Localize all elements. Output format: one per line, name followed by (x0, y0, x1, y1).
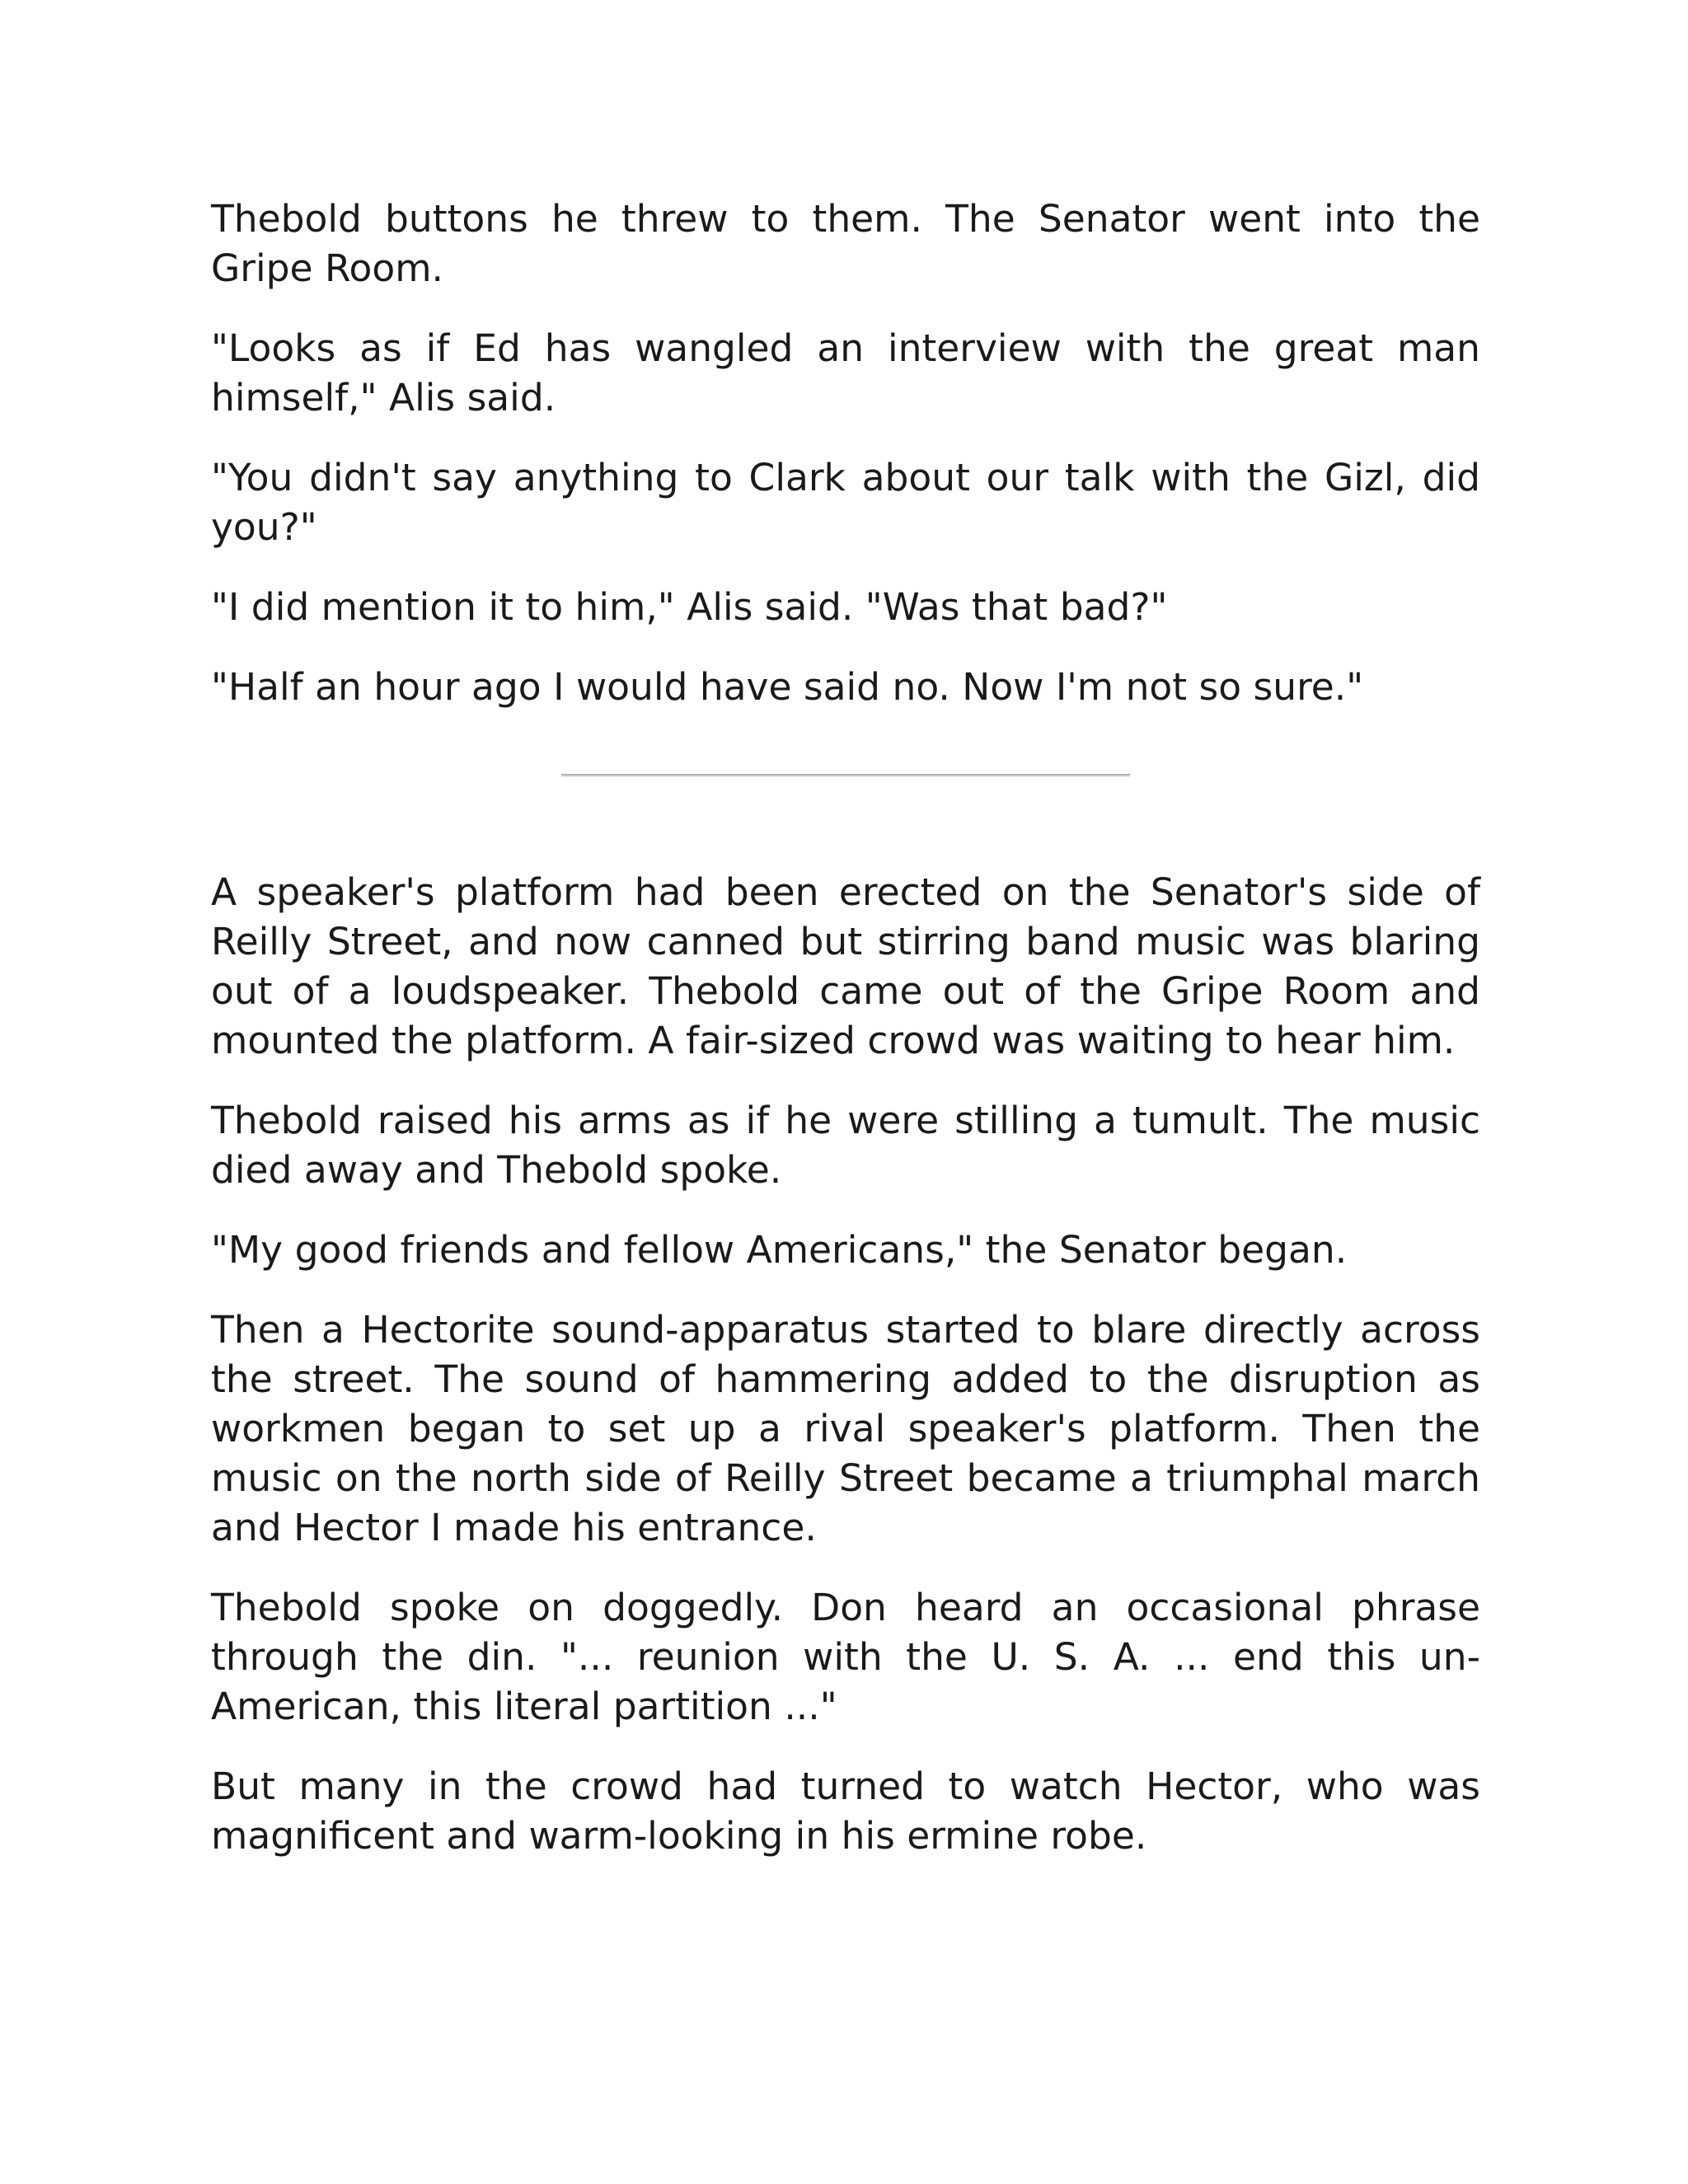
paragraph: "I did mention it to him," Alis said. "Was that bad?" (211, 585, 1168, 629)
paragraph: "Looks as if Ed has wangled an interview with the great man himself," Alis said. (211, 326, 1480, 419)
book-page (211, 194, 1480, 1891)
paragraph: Then a Hectorite sound-apparatus started to blare directly across the street. The sound of hammering added to the disruption as workmen began to set up a rival speaker's platform. Then the music on the north side of Reilly Street became a triumphal march and Hector I made his entrance. (211, 1308, 1480, 1549)
paragraph: Thebold raised his arms as if he were stilling a tumult. The music died away and Thebold spoke. (211, 1099, 1480, 1192)
paragraph: "You didn't say anything to Clark about our talk with the Gizl, did you?" (211, 456, 1480, 549)
paragraph: "My good friends and fellow Americans," the Senator began. (211, 1228, 1348, 1272)
paragraph: Thebold buttons he threw to them. The Senator went into the Gripe Room. (211, 197, 1480, 290)
paragraph: But many in the crowd had turned to watch Hector, who was magnificent and warm-looking in his ermine robe. (211, 1765, 1480, 1858)
paragraph: A speaker's platform had been erected on the Senator's side of Reilly Street, and now canned but stirring band music was blaring out of a loudspeaker. Thebold came out of the Gripe Room and mounted the platform. A fair-sized crowd was waiting to hear him. (211, 870, 1480, 1062)
section-divider (561, 774, 1130, 777)
paragraph: "Half an hour ago I would have said no. Now I'm not so sure." (211, 665, 1364, 709)
paragraph: Thebold spoke on doggedly. Don heard an occasional phrase through the din. "... reunion with the U. S. A. ... end this un-American, this literal partition ..." (211, 1586, 1480, 1728)
